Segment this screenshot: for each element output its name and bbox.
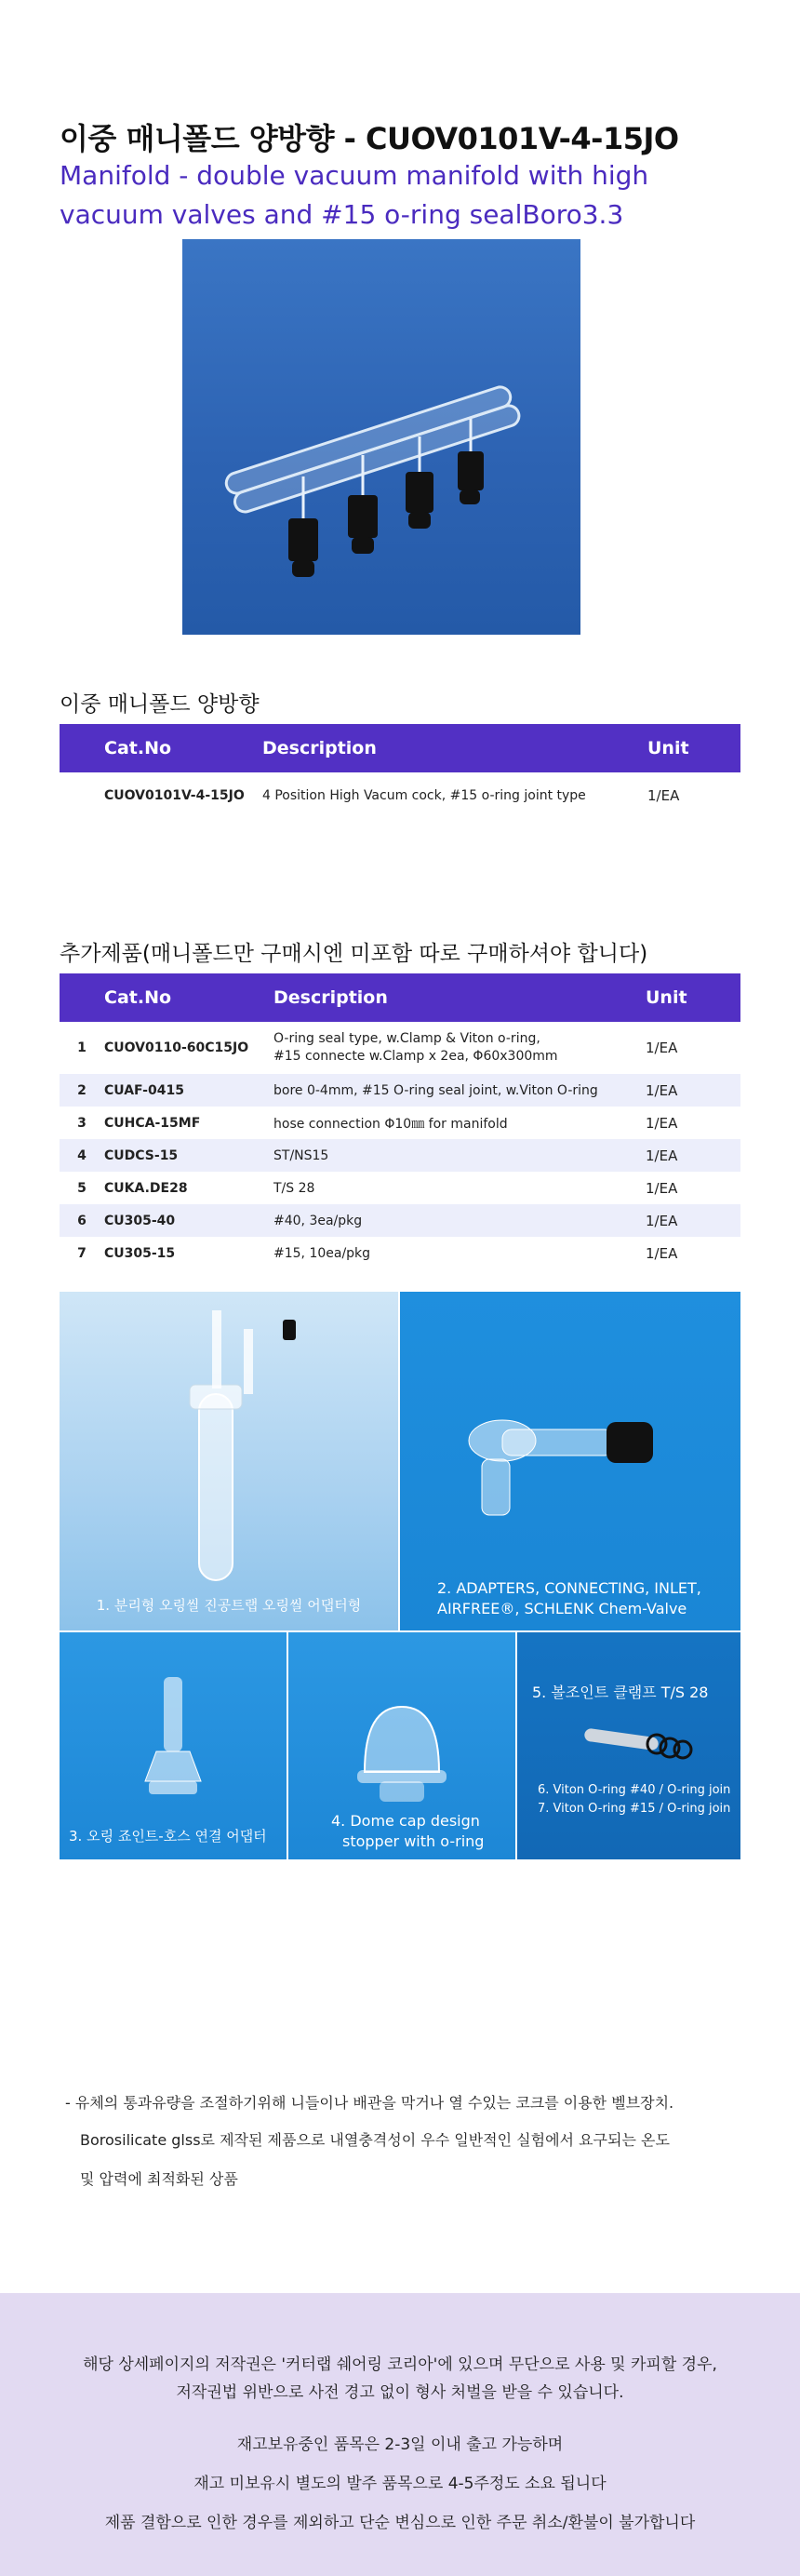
cell-no: 5 xyxy=(77,1180,87,1196)
cell-no: 4 xyxy=(60,1139,104,1172)
cell-unit: 1/EA xyxy=(646,1204,740,1237)
cell-unit: 1/EA xyxy=(646,1139,740,1172)
cell-description-line2: #15 connecte w.Clamp x 2ea, Φ60x300mm xyxy=(273,1049,558,1064)
main-spec-table xyxy=(60,724,740,819)
cell-no: 7 xyxy=(77,1245,87,1261)
gallery-caption-1: 1. 분리형 오링씰 진공트랩 오링씰 어댑터형 xyxy=(96,1597,362,1614)
cell-description: T/S 28 xyxy=(273,1180,315,1196)
note-line-1: - 유체의 통과유량을 조절하기위해 니들이나 배관을 막거나 열 수있는 코크를 이용한 벨브장치. xyxy=(65,2094,674,2112)
footer-refund-line: 제품 결함으로 인한 경우를 제외하고 단순 변심으로 인한 주문 취소/환불이 불가합니다 xyxy=(104,2514,696,2532)
footer-shipping-line1: 재고보유중인 품목은 2-3일 이내 출고 가능하며 xyxy=(236,2435,564,2454)
col-header-unit: Unit xyxy=(646,973,740,1022)
page-title: 이중 매니폴드 양방향 - CUOV0101V-4-15JO xyxy=(60,121,679,156)
cell-no: 1 xyxy=(77,1040,87,1055)
footer-copyright-line1: 해당 상세페이지의 저작권은 '커터랩 쉐어링 코리아'에 있으며 무단으로 사용 및 카피할 경우, xyxy=(83,2355,717,2374)
table-header-row xyxy=(60,724,740,772)
cell-unit: 1/EA xyxy=(646,1074,740,1107)
col-header-catno: Cat.No xyxy=(60,724,262,772)
cell-description: bore 0-4mm, #15 O-ring seal joint, w.Viton O-ring xyxy=(273,1074,646,1107)
gallery-caption-2 xyxy=(437,1578,735,1619)
cell-catno: CUDCS-15 xyxy=(104,1139,273,1172)
main-section-title: 이중 매니폴드 양방향 xyxy=(60,692,260,717)
footer-notice xyxy=(0,2293,800,2576)
gallery-photo-3 xyxy=(60,1632,287,1859)
clamp-and-orings-illustration xyxy=(517,1632,740,1859)
gallery-caption-2-line2: AIRFREE®, SCHLENK Chem-Valve xyxy=(437,1600,687,1617)
col-header-description: Description xyxy=(262,724,647,772)
footer-copyright-line2: 저작권법 위반으로 사전 경고 없이 형사 처벌을 받을 수 있습니다. xyxy=(176,2383,624,2402)
vacuum-trap-illustration xyxy=(60,1292,398,1630)
page-subtitle: Manifold - double vacuum manifold with high vacuum valves and #15 o-ring sealBoro3.3 xyxy=(60,160,649,230)
cell-catno: CUHCA-15MF xyxy=(104,1115,201,1131)
gallery-caption-4-line1: 4. Dome cap design xyxy=(331,1812,480,1830)
extra-spec-table xyxy=(60,973,740,1269)
gallery-caption-7: 7. Viton O-ring #15 / O-ring join xyxy=(538,1802,731,1816)
col-header-unit: Unit xyxy=(647,724,740,772)
gallery-caption-4-line2: stopper with o-ring xyxy=(342,1832,485,1850)
table-row xyxy=(60,1139,740,1172)
gallery-photo-2 xyxy=(400,1292,740,1630)
cell-description-line1: O-ring seal type, w.Clamp & Viton o-ring, xyxy=(273,1031,540,1046)
gallery-photo-1 xyxy=(60,1292,398,1630)
gallery-caption-3: 3. 오링 죠인트-호스 연결 어댑터 xyxy=(69,1828,267,1845)
gallery-caption-4 xyxy=(331,1811,484,1852)
cell-description: 4 Position High Vacum cock, #15 o-ring joint type xyxy=(262,788,586,803)
table-row xyxy=(60,1204,740,1237)
cell-unit: 1/EA xyxy=(646,1244,678,1262)
cell-description: #40, 3ea/pkg xyxy=(273,1204,646,1237)
table-row xyxy=(60,1107,740,1139)
cell-catno: CU305-40 xyxy=(104,1204,273,1237)
manifold-illustration xyxy=(182,239,580,635)
table-row xyxy=(60,772,740,819)
gallery-photo-5 xyxy=(517,1632,740,1859)
cell-no: 2 xyxy=(60,1074,104,1107)
cell-no: 6 xyxy=(60,1204,104,1237)
cell-unit: 1/EA xyxy=(646,1114,678,1132)
cell-unit: 1/EA xyxy=(647,787,680,804)
table-row xyxy=(60,1172,740,1204)
gallery-caption-2-line1: 2. ADAPTERS, CONNECTING, INLET, xyxy=(437,1579,701,1597)
cell-description xyxy=(273,1022,646,1074)
table-row xyxy=(60,1237,740,1269)
footer-shipping-line2: 재고 미보유시 별도의 발주 품목으로 4-5주정도 소요 됩니다 xyxy=(193,2475,607,2493)
cell-description: hose connection Φ10㎜ for manifold xyxy=(273,1116,508,1132)
note-line-3: 및 압력에 최적화된 상품 xyxy=(80,2170,238,2188)
note-line-2: Borosilicate glss로 제작된 제품으로 내열충격성이 우수 일반적인 실험에서 요구되는 온도 xyxy=(80,2131,670,2149)
gallery-caption-6: 6. Viton O-ring #40 / O-ring join xyxy=(538,1783,731,1797)
cell-unit: 1/EA xyxy=(646,1179,678,1197)
cell-catno: CUOV0101V-4-15JO xyxy=(104,788,245,803)
product-photo xyxy=(182,239,580,635)
cell-catno: CUOV0110-60C15JO xyxy=(104,1040,249,1055)
extra-section-title: 추가제품(매니폴드만 구매시엔 미포함 따로 구매하셔야 합니다) xyxy=(60,942,648,966)
cell-no: 3 xyxy=(77,1115,87,1131)
gallery-photo-4 xyxy=(288,1632,515,1859)
col-header-catno: Cat.No xyxy=(104,973,273,1022)
col-header-description: Description xyxy=(273,973,646,1022)
table-header-row xyxy=(60,973,740,1022)
cell-description: #15, 10ea/pkg xyxy=(273,1245,371,1261)
table-row xyxy=(60,1022,740,1074)
cell-catno: CUKA.DE28 xyxy=(104,1180,188,1196)
cell-description: ST/NS15 xyxy=(273,1139,646,1172)
gallery-caption-5: 5. 볼조인트 클램프 T/S 28 xyxy=(532,1684,709,1701)
table-row xyxy=(60,1074,740,1107)
cell-catno: CUAF-0415 xyxy=(104,1074,273,1107)
cell-catno: CU305-15 xyxy=(104,1245,176,1261)
cell-unit: 1/EA xyxy=(646,1040,678,1056)
